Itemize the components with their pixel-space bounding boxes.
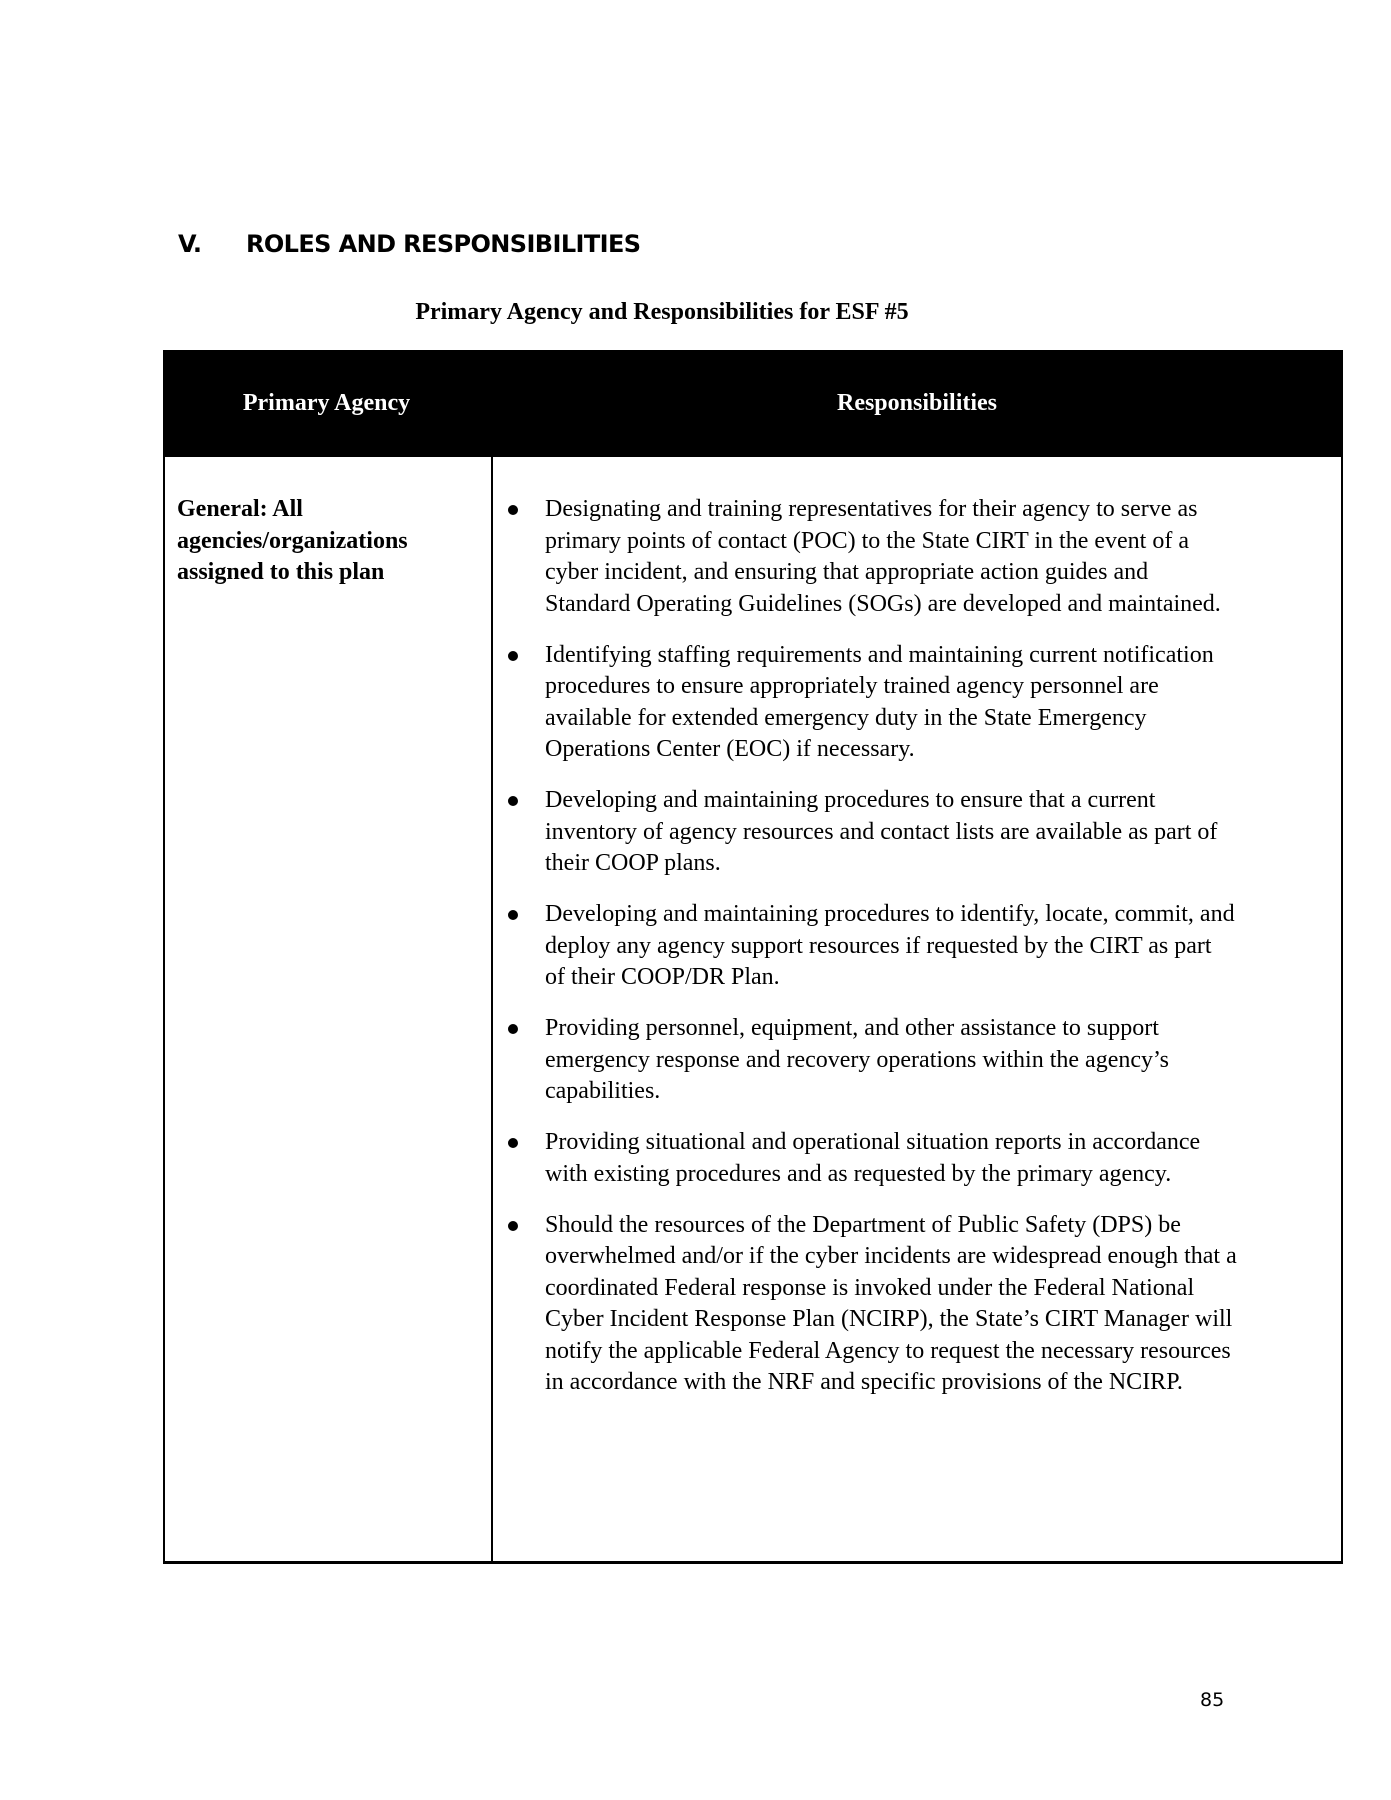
responsibility-text: available for extended emergency duty in the State Emergency [545,704,1147,731]
responsibility-text: emergency response and recovery operations within the agency’s [545,1046,1169,1073]
page-number: 85 [1200,1689,1225,1711]
responsibility-text: Cyber Incident Response Plan (NCIRP), the State’s CIRT Manager will [545,1306,1233,1332]
column-divider [491,457,493,1561]
agency-line: General: All [177,496,303,522]
column-header-primary-agency: Primary Agency [242,390,411,416]
responsibility-item [501,640,1331,766]
table-caption: Primary Agency and Responsibilities for ESF #5 [415,299,909,325]
responsibility-text: primary points of contact (POC) to the State CIRT in the event of a [545,527,1189,554]
responsibility-text: Should the resources of the Department of Public Safety (DPS) be [545,1211,1181,1238]
bullet-icon [508,651,518,661]
responsibility-text: deploy any agency support resources if requested by the CIRT as part [545,932,1212,959]
bullet-icon [508,1221,518,1231]
responsibility-text: with existing procedures and as requested by the primary agency. [545,1160,1172,1187]
responsibility-item [501,1013,1331,1108]
responsibility-text: Designating and training representatives for their agency to serve as [545,496,1198,522]
responsibility-item [501,494,1331,620]
responsibility-text: procedures to ensure appropriately trained agency personnel are [545,673,1159,699]
responsibility-text: Operations Center (EOC) if necessary. [545,736,915,762]
responsibility-text: Developing and maintaining procedures to ensure that a current [545,787,1156,813]
responsibility-text: cyber incident, and ensuring that appropriate action guides and [545,559,1149,585]
responsibility-text: of their COOP/DR Plan. [545,964,780,990]
responsibility-text: Providing situational and operational situation reports in accordance [545,1129,1201,1155]
bullet-icon [508,910,518,920]
agency-line: assigned to this plan [177,559,385,585]
section-title: ROLES AND RESPONSIBILITIES [246,230,641,258]
responsibility-text: Developing and maintaining procedures to identify, locate, commit, and [545,901,1235,927]
responsibility-text: notify the applicable Federal Agency to request the necessary resources [545,1337,1231,1364]
table-row [163,457,1343,1564]
bullet-icon [508,1138,518,1148]
table-header-row [163,350,1343,457]
responsibility-text: Providing personnel, equipment, and other assistance to support [545,1015,1159,1041]
responsibility-text: Identifying staffing requirements and maintaining current notification [545,641,1214,668]
responsibility-text: Standard Operating Guidelines (SOGs) are developed and maintained. [545,590,1221,617]
responsibility-item [501,785,1331,880]
responsibility-text: overwhelmed and/or if the cyber incidents are widespread enough that a [545,1243,1237,1269]
responsibilities-list [501,494,1331,1418]
responsibility-item [501,1210,1331,1399]
responsibility-text: in accordance with the NRF and specific provisions of the NCIRP. [545,1369,1183,1395]
agency-line: agencies/organizations [177,527,408,554]
responsibility-text: capabilities. [545,1078,661,1104]
bullet-icon [508,505,518,515]
agency-cell [177,494,477,589]
responsibility-text: coordinated Federal response is invoked under the Federal National [545,1274,1195,1301]
responsibility-text: inventory of agency resources and contact lists are available as part of [545,818,1218,845]
responsibility-item [501,1127,1331,1190]
roles-table [163,350,1343,1564]
bullet-icon [508,796,518,806]
responsibility-item [501,899,1331,994]
bullet-icon [508,1024,518,1034]
responsibility-text: their COOP plans. [545,850,721,876]
section-number: V. [178,230,202,258]
column-header-responsibilities: Responsibilities [836,390,998,416]
section-heading [178,228,640,260]
